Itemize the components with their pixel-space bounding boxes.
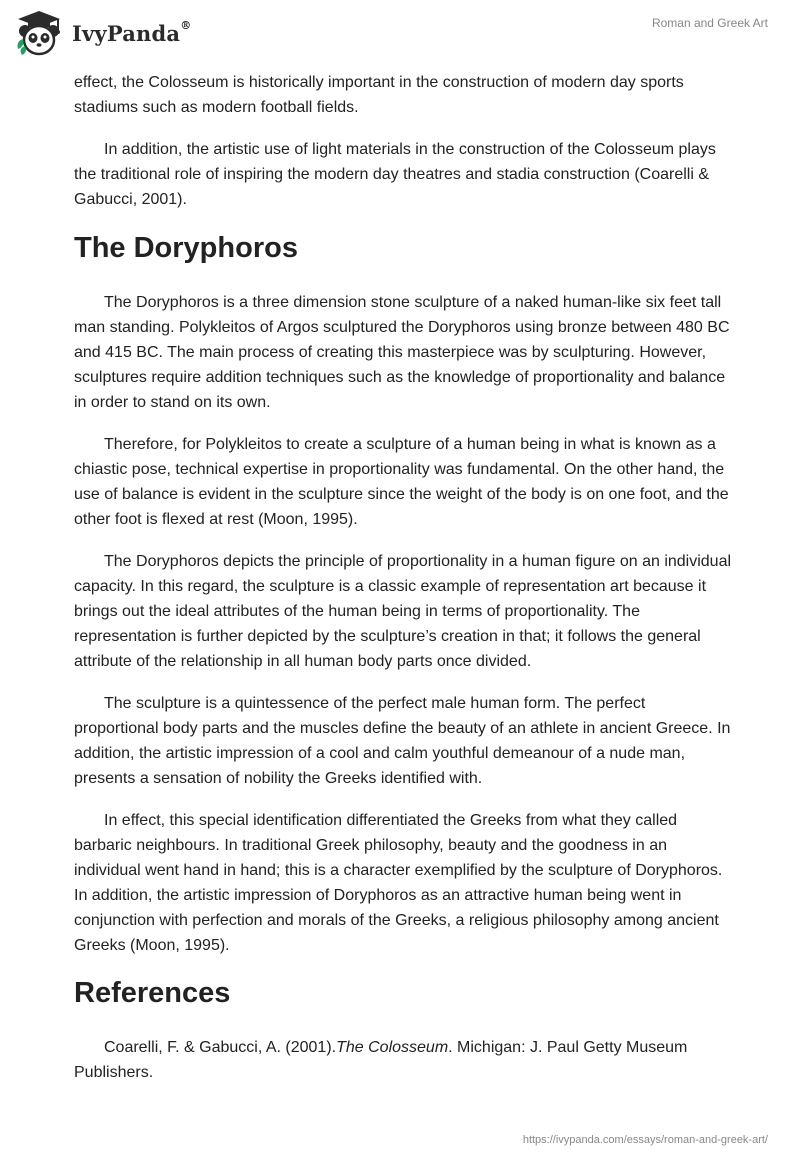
essay-content <box>74 70 734 1102</box>
section-heading-doryphoros: The Doryphoros <box>74 232 298 264</box>
registered-mark: ® <box>180 18 192 32</box>
paragraph-intro: effect, the Colosseum is historically important in the construction of modern day sports stadiums such as modern football fields. <box>74 74 684 116</box>
page-header <box>0 0 800 64</box>
reference-authors: Coarelli, F. & Gabucci, A. (2001). <box>104 1039 337 1056</box>
panda-graduation-cap-icon <box>14 9 64 57</box>
doryphoros-paragraph-5: In effect, this special identification differentiated the Greeks from what they called barbaric neighbours. In traditional Greek philosophy, beauty and the goodness in an individual went hand in hand; this is a character exemplified by the sculpture of Doryphoros. In addition, the artistic impression of Doryphoros as an attractive human being went in conjunction with perfection and morals of the Greeks, a religious philosophy among ancient Greeks (Moon, 1995). <box>74 812 723 954</box>
paragraph-light-materials: In addition, the artistic use of light materials in the construction of the Colosseum plays the traditional role of inspiring the modern day theatres and stadia construction (Coarelli & Gabucci, 2001). <box>74 141 716 208</box>
brand-name <box>72 18 192 46</box>
doryphoros-paragraph-1: The Doryphoros is a three dimension stone sculpture of a naked human-like six feet tall man standing. Polykleitos of Argos sculptured the Doryphoros using bronze between 480 BC and 415 BC. The main process of creating this masterpiece was by sculpturing. However, sculptures require addition techniques such as the knowledge of proportionality and balance in order to stand on its own. <box>74 294 730 411</box>
document-title: Roman and Greek Art <box>651 16 768 30</box>
reference-entry <box>74 1035 734 1085</box>
reference-publisher: . Michigan: J. Paul Getty Museum Publishers. <box>74 1039 688 1081</box>
doryphoros-paragraph-4: The sculpture is a quintessence of the perfect male human form. The perfect proportional body parts and the muscles define the beauty of an athlete in ancient Greece. In addition, the artistic impression of a cool and calm youthful demeanour of a nude man, presents a sensation of nobility the Greeks identified with. <box>74 695 731 787</box>
doryphoros-paragraph-2: Therefore, for Polykleitos to create a sculpture of a human being in what is known as a chiastic pose, technical expertise in proportionality was fundamental. On the other hand, the use of balance is evident in the sculpture since the weight of the body is on one foot, and the other foot is flexed at rest (Moon, 1995). <box>74 436 729 528</box>
ivypanda-logo[interactable] <box>14 8 191 58</box>
brand-name-text: IvyPanda <box>72 20 181 46</box>
source-url[interactable]: https://ivypanda.com/essays/roman-and-greek-art/ <box>522 1134 768 1146</box>
doryphoros-paragraph-3: The Doryphoros depicts the principle of proportionality in a human figure on an individual capacity. In this regard, the sculpture is a classic example of representation art because it brings out the ideal attributes of the human being in terms of proportionality. The representation is further depicted by the sculpture’s creation in that; it follows the general attribute of the relationship in all human body parts once divided. <box>74 553 732 670</box>
reference-title: The Colosseum <box>336 1039 449 1056</box>
section-heading-references: References <box>74 977 231 1009</box>
